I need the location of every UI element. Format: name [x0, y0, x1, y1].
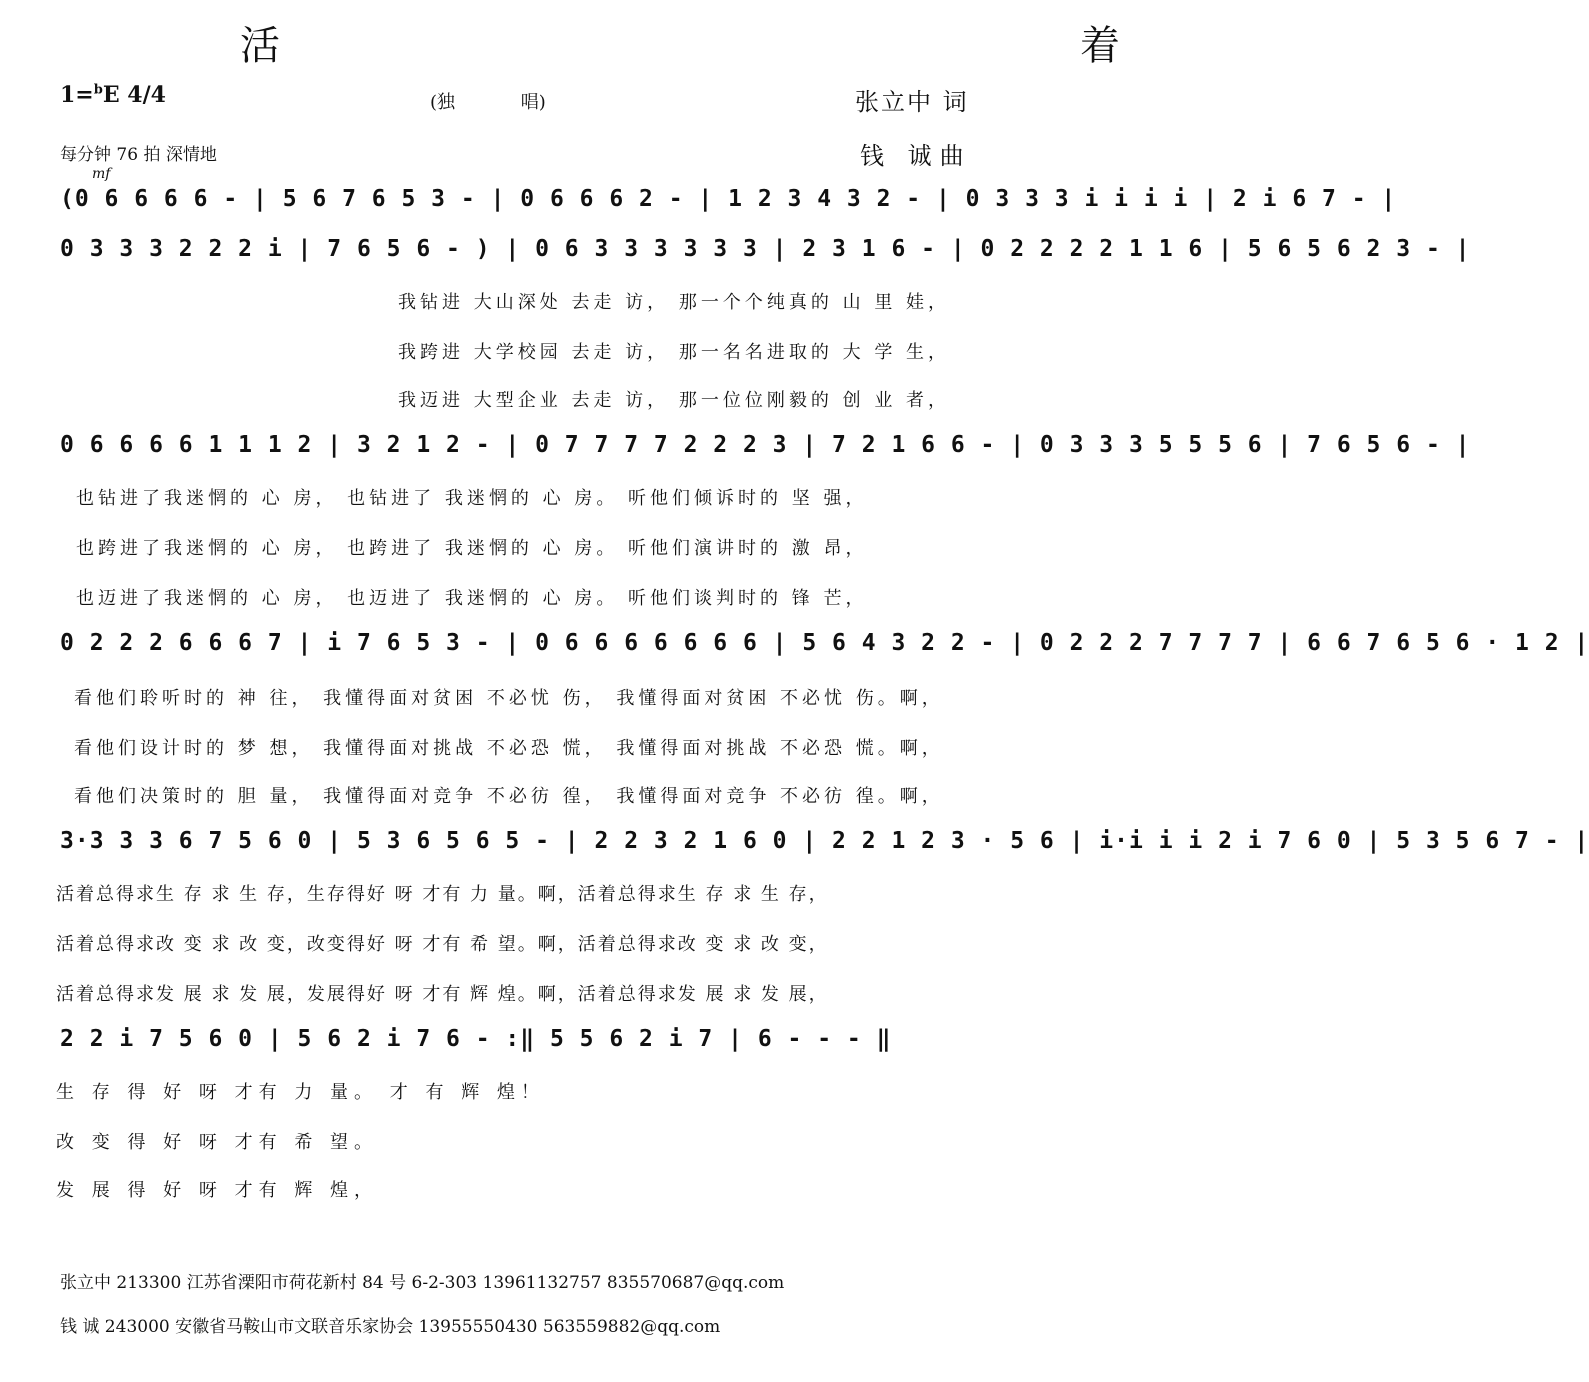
lyric-line: 生 存 得 好 呀 才有 力 量。 才 有 辉 煌！ [56, 1082, 545, 1103]
lyric-line: 看他们聆听时的 神 往， 我懂得面对贫困 不必忧 伤， 我懂得面对贫困 不必忧 伤。啊， [74, 688, 944, 709]
performance-type: (独 唱) [430, 92, 546, 113]
score-line-1: (0 6 6 6 6 - | 5 6 7 6 5 3 - | 0 6 6 6 2 - | 1 2 3 4 3 2 - | 0 3 3 3 i i i i | 2 i 6 7 - | [60, 186, 1397, 212]
lyric-line: 看他们决策时的 胆 量， 我懂得面对竞争 不必彷 徨， 我懂得面对竞争 不必彷 徨。啊， [74, 786, 944, 807]
lyric-line: 我迈进 大型企业 去走 访， 那一位位刚毅的 创 业 者， [398, 390, 951, 411]
lyric-line: 改 变 得 好 呀 才有 希 望。 [56, 1132, 379, 1153]
lyric-line: 也钻进了我迷惘的 心 房， 也钻进了 我迷惘的 心 房。 听他们倾诉时的 坚 强， [76, 488, 868, 509]
score-line-6: 2 2 i 7 5 6 0 | 5 6 2 i 7 6 - :‖ 5 5 6 2 i 7 | 6 - - - ‖ [60, 1026, 892, 1052]
key-flat: b [93, 82, 103, 98]
composer-credit: 钱 诚曲 [860, 142, 972, 170]
lyric-line: 也跨进了我迷惘的 心 房， 也跨进了 我迷惘的 心 房。 听他们演讲时的 激 昂， [76, 538, 868, 559]
lyric-line: 活着总得求生 存 求 生 存，生存得好 呀 才有 力 量。啊，活着总得求生 存 求 生 存， [56, 884, 829, 905]
tempo-marking: 每分钟 76 拍 深情地 [60, 145, 217, 165]
key-prefix: 1= [60, 82, 94, 108]
lyric-line: 我钻进 大山深处 去走 访， 那一个个纯真的 山 里 娃， [398, 292, 951, 313]
lyricist-contact: 张立中 213300 江苏省溧阳市荷花新村 84 号 6-2-303 13961132757 835570687@qq.com [60, 1273, 785, 1293]
key-signature [60, 82, 166, 108]
lyric-line: 活着总得求改 变 求 改 变，改变得好 呀 才有 希 望。啊，活着总得求改 变 求 改 变， [56, 934, 829, 955]
song-title: 活 着 [240, 23, 1360, 69]
score-line-3: 0 6 6 6 6 1 1 1 2 | 3 2 1 2 - | 0 7 7 7 7 2 2 2 3 | 7 2 1 6 6 - | 0 3 3 3 5 5 5 6 | 7 6 5 6 - | [60, 432, 1471, 458]
lyricist-credit: 张立中 词 [855, 88, 969, 116]
dynamic-marking: mf [92, 166, 111, 182]
lyric-line: 活着总得求发 展 求 发 展，发展得好 呀 才有 辉 煌。啊，活着总得求发 展 求 发 展， [56, 984, 829, 1005]
lyric-line: 也迈进了我迷惘的 心 房， 也迈进了 我迷惘的 心 房。 听他们谈判时的 锋 芒， [76, 588, 868, 609]
composer-contact: 钱 诚 243000 安徽省马鞍山市文联音乐家协会 13955550430 563559882@qq.com [60, 1317, 721, 1337]
score-line-2: 0 3 3 3 2 2 2 i | 7 6 5 6 - ) | 0 6 3 3 3 3 3 3 | 2 3 1 6 - | 0 2 2 2 2 1 1 6 | 5 6 5 6 2 3 - | [60, 236, 1471, 262]
score-line-4: 0 2 2 2 6 6 6 7 | i 7 6 5 3 - | 0 6 6 6 6 6 6 6 | 5 6 4 3 2 2 - | 0 2 2 2 7 7 7 7 | 6 6 7 6 5 6 · 1 2 | [60, 630, 1589, 656]
key-rest: E 4/4 [102, 82, 166, 108]
lyric-line: 看他们设计时的 梦 想， 我懂得面对挑战 不必恐 慌， 我懂得面对挑战 不必恐 慌。啊， [74, 738, 944, 759]
score-line-5: 3·3 3 3 6 7 5 6 0 | 5 3 6 5 6 5 - | 2 2 3 2 1 6 0 | 2 2 1 2 3 · 5 6 | i·i i i 2 i 7 6 0 | 5 3 5 6 7 - | [60, 828, 1589, 854]
lyric-line: 我跨进 大学校园 去走 访， 那一名名进取的 大 学 生， [398, 342, 951, 363]
lyric-line: 发 展 得 好 呀 才有 辉 煌， [56, 1180, 379, 1201]
